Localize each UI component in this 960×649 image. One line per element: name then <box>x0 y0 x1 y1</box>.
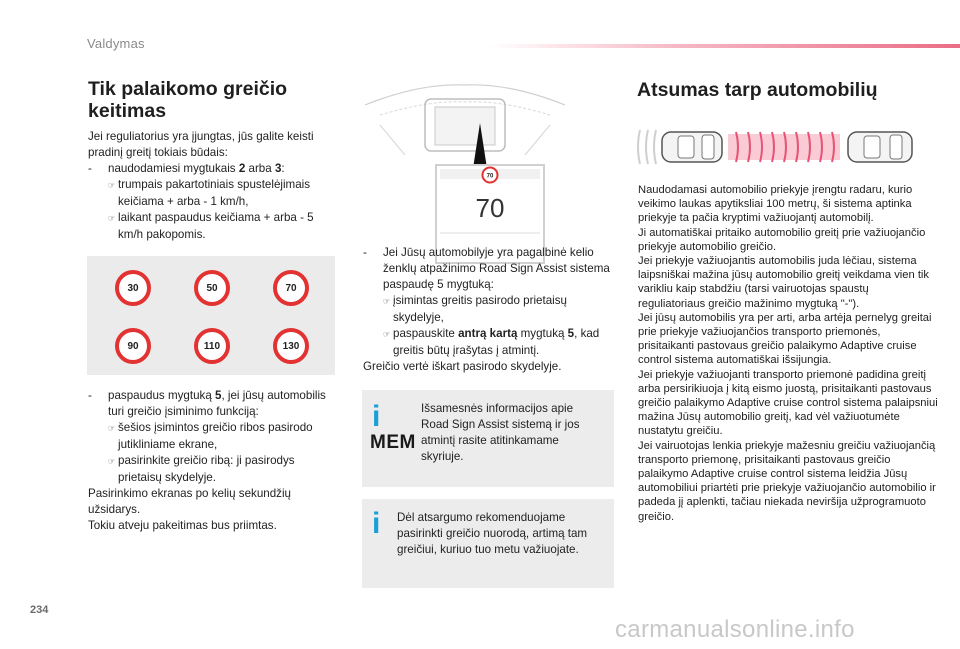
speed-limit-sign: 90 <box>115 328 151 364</box>
speed-limit-sign: 50 <box>194 270 230 306</box>
pointer-icon: ☞ <box>108 181 116 190</box>
list-subitem: ☞ trumpais pakartotiniais spustelėjimais keičiama + arba - 1 km/h, <box>108 178 311 208</box>
middle-text-block <box>363 245 615 375</box>
list-item: - Jei Jūsų automobilyje yra pagalbinė kelio ženklų atpažinimo Road Sign Assist sistema paspaudę 5 mygtuką: <box>363 246 610 291</box>
list-item: - naudodamiesi mygtukais 2 arba 3: <box>88 162 285 175</box>
left-section-title: Tik palaikomo greičio keitimas <box>88 78 288 122</box>
watermark: carmanualsonline.info <box>615 616 855 643</box>
speed-limit-sign: 130 <box>273 328 309 364</box>
pointer-icon: ☞ <box>108 424 116 433</box>
right-section-title: Atsumas tarp automobilių <box>637 79 878 101</box>
after-text: Greičio vertė iškart pasirodo skydelyje. <box>363 360 562 373</box>
page-number: 234 <box>30 604 49 616</box>
paragraph: Jei priekyje važiuojanti transporto priemonė padidina greitį arba persirikiuoja į kitą eismo juostą, prisitaikanti pastovaus greičio palaikymo Adaptive cruise control sistema palaipsniui mažina Jūsų automobilio greitį, kad vėl važiuotumėte nustatytu greičiu. <box>638 368 938 438</box>
intro-text: Jei reguliatorius yra įjungtas, jūs galite keisti pradinį greitį tokiais būdais: <box>88 130 314 159</box>
paragraph: Jei jūsų automobilis yra per arti, arba artėja pernelyg greitai prie priekyje važiuojančios transporto priemonės, prisitaikanti pastovaus greičio palaikymo Adaptive cruise control sistema automatiškai išsijungia. <box>638 311 932 367</box>
pointer-icon: ☞ <box>383 297 391 306</box>
paragraph: Ji automatiškai pritaiko automobilio greitį prie važiuojančio priekyje automobilio greičio. <box>638 226 926 253</box>
header-gradient-bar <box>490 44 960 48</box>
pointer-icon: ☞ <box>108 214 116 223</box>
info-text: Dėl atsargumo rekomenduojame pasirinkti greičio nuorodą, artimą tam greičiui, kuriuo tuo metu važiuojate. <box>397 511 588 556</box>
display-speed-value: 70 <box>475 193 505 223</box>
list-subitem: ☞ įsimintas greitis pasirodo prietaisų skydelyje, <box>383 294 567 324</box>
after-text: Pasirinkimo ekranas po kelių sekundžių užsidarys. <box>88 487 291 516</box>
instrument-panel-illustration <box>360 75 570 270</box>
paragraph: Naudodamasi automobilio priekyje įrengtu radaru, kurio veikimo laukas apytiksliai 100 metrų, ši sistema aptinka priekyje ta pačia kryptimi važiuojantį automobilį. <box>638 184 913 225</box>
speed-limit-sign: 70 <box>273 270 309 306</box>
speed-limit-sign: 30 <box>115 270 151 306</box>
section-header: Valdymas <box>87 36 145 51</box>
left-text-block-1 <box>88 129 338 243</box>
two-cars-radar-illustration <box>636 122 936 172</box>
pointer-icon: ☞ <box>383 330 391 339</box>
list-subitem: ☞ paspauskite antrą kartą mygtuką 5, kad greitis būtų įrašytas į atmintį. <box>383 327 600 357</box>
list-subitem: ☞ pasirinkite greičio ribą: ji pasirodys prietaisų skydelyje. <box>108 454 295 484</box>
left-text-block-2 <box>88 388 340 534</box>
right-text-block <box>638 183 938 524</box>
mem-label: MEM <box>370 432 416 453</box>
paragraph: Jei vairuotojas lenkia priekyje mažesniu greičiu važiuojančią transporto priemonę, prisitaikanti pastovaus greičio palaikymo Adaptive cruise control sistema leidžia Jūsų automobiliui priartėti prie priekyje važiuojančio automobilio ir padeda jį aplenkti, tačiau niekada neviršija užprogramuoto greičio. <box>638 439 936 523</box>
info-box-advice <box>362 499 614 588</box>
info-text: Išsamesnės informacijos apie Road Sign Assist sistemą ir jos atmintį rasite atitinkamame skyriuje. <box>421 402 580 463</box>
display-sign-value: 70 <box>486 173 494 180</box>
speed-sign-panel <box>87 256 335 375</box>
after-text: Tokiu atveju pakeitimas bus priimtas. <box>88 519 277 532</box>
info-box-mem <box>362 390 614 487</box>
list-item: - paspaudus mygtuką 5, jei jūsų automobilis turi greičio įsiminimo funkciją: <box>88 389 326 418</box>
pointer-icon: ☞ <box>108 457 116 466</box>
paragraph: Jei priekyje važiuojantis automobilis juda lėčiau, sistema laipsniškai mažina jūsų automobilio greitį veikdama vien tik varikliu kaip stabdžiu (tarsi vairuotojas spaustų reguliatoriaus greičio mažinimo mygtuką "-"). <box>638 255 930 310</box>
list-subitem: ☞ šešios įsimintos greičio ribos pasirodo jutikliniame ekrane, <box>108 421 313 451</box>
speed-limit-sign: 110 <box>194 328 230 364</box>
info-icon: i <box>372 400 381 433</box>
info-icon: i <box>372 507 381 540</box>
list-subitem: ☞ laikant paspaudus keičiama + arba - 5 km/h pakopomis. <box>108 211 314 241</box>
